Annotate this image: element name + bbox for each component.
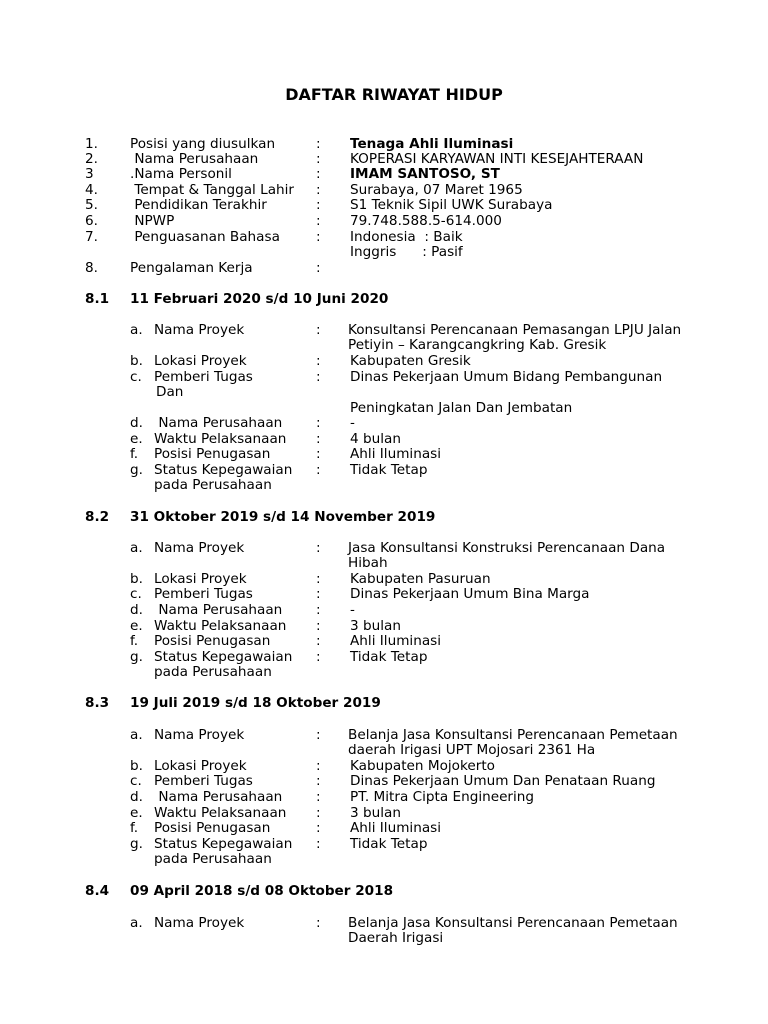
section-number: 8.1 <box>85 291 110 307</box>
item-letter: f. <box>130 446 139 462</box>
item-value-line2: Peningkatan Jalan Dan Jembatan <box>350 400 573 416</box>
document-title: DAFTAR RIWAYAT HIDUP <box>285 85 503 104</box>
item-colon: : <box>316 727 321 743</box>
item-letter: a. <box>130 727 143 743</box>
row-colon: : <box>316 197 321 213</box>
row-label: Posisi yang diusulkan <box>130 136 276 152</box>
item-value: Tidak Tetap <box>350 649 428 665</box>
item-label: Waktu Pelaksanaan <box>154 618 287 634</box>
item-label: Nama Proyek <box>154 540 245 556</box>
item-colon: : <box>316 602 321 618</box>
item-value: Ahli Iluminasi <box>350 820 442 836</box>
item-letter: d. <box>130 789 143 805</box>
row-colon: : <box>316 136 321 152</box>
item-colon: : <box>316 633 321 649</box>
item-letter: b. <box>130 758 143 774</box>
item-value: Jasa Konsultansi Konstruksi Perencanaan Dana <box>348 540 666 556</box>
row-label: NPWP <box>130 213 175 229</box>
section-number: 8.3 <box>85 695 110 711</box>
row-number: 4. <box>85 182 98 198</box>
item-value: Belanja Jasa Konsultansi Perencanaan Pemetaan <box>348 727 678 743</box>
row-colon: : <box>316 213 321 229</box>
row-colon: : <box>316 182 321 198</box>
row-value: S1 Teknik Sipil UWK Surabaya <box>350 197 553 213</box>
item-letter: d. <box>130 602 143 618</box>
item-value: PT. Mitra Cipta Engineering <box>350 789 535 805</box>
section-period: 19 Juli 2019 s/d 18 Oktober 2019 <box>130 695 381 711</box>
row-value: Indonesia : Baik <box>350 229 463 245</box>
item-label-line2: pada Perusahaan <box>154 477 272 493</box>
item-letter: g. <box>130 836 143 852</box>
item-letter: e. <box>130 618 143 634</box>
item-letter: e. <box>130 805 143 821</box>
item-value-line2: Hibah <box>348 555 388 571</box>
item-letter: a. <box>130 322 143 338</box>
item-letter: c. <box>130 586 142 602</box>
item-colon: : <box>316 836 321 852</box>
item-value: Kabupaten Pasuruan <box>350 571 491 587</box>
item-label-line2: Dan <box>156 384 184 400</box>
row-colon: : <box>316 151 321 167</box>
item-label: Lokasi Proyek <box>154 758 247 774</box>
item-colon: : <box>316 915 321 931</box>
item-value: Belanja Jasa Konsultansi Perencanaan Pemetaan <box>348 915 678 931</box>
item-colon: : <box>316 369 321 385</box>
item-value: Dinas Pekerjaan Umum Bidang Pembangunan <box>350 369 663 385</box>
section-number: 8.4 <box>85 883 110 899</box>
item-value: Konsultansi Perencanaan Pemasangan LPJU Jalan <box>348 322 682 338</box>
item-label: Posisi Penugasan <box>154 820 271 836</box>
item-value: 3 bulan <box>350 805 401 821</box>
item-label: Posisi Penugasan <box>154 446 271 462</box>
item-value: 3 bulan <box>350 618 401 634</box>
item-letter: a. <box>130 540 143 556</box>
row-label: Tempat & Tanggal Lahir <box>130 182 295 198</box>
item-label: Status Kepegawaian <box>154 649 293 665</box>
item-letter: g. <box>130 462 143 478</box>
row-number: 8. <box>85 260 98 276</box>
row-value-line2: Inggris : Pasif <box>350 244 463 260</box>
item-value-line2: Daerah Irigasi <box>348 930 444 946</box>
item-letter: a. <box>130 915 143 931</box>
row-value: 79.748.588.5-614.000 <box>350 213 502 229</box>
item-letter: e. <box>130 431 143 447</box>
item-label: Lokasi Proyek <box>154 353 247 369</box>
item-colon: : <box>316 586 321 602</box>
item-colon: : <box>316 571 321 587</box>
item-colon: : <box>316 773 321 789</box>
section-period: 31 Oktober 2019 s/d 14 November 2019 <box>130 509 436 525</box>
row-value: IMAM SANTOSO, ST <box>350 166 500 182</box>
item-label: Status Kepegawaian <box>154 836 293 852</box>
item-colon: : <box>316 649 321 665</box>
item-colon: : <box>316 462 321 478</box>
item-label: Nama Proyek <box>154 727 245 743</box>
row-value: KOPERASI KARYAWAN INTI KESEJAHTERAAN <box>350 151 644 167</box>
item-colon: : <box>316 353 321 369</box>
item-value: - <box>350 602 355 618</box>
item-label: Pemberi Tugas <box>154 586 253 602</box>
item-label: Nama Perusahaan <box>154 415 283 431</box>
section-number: 8.2 <box>85 509 110 525</box>
row-label: Pengalaman Kerja <box>130 260 253 276</box>
item-value-line2: daerah Irigasi UPT Mojosari 2361 Ha <box>348 742 596 758</box>
row-label: Pendidikan Terakhir <box>130 197 267 213</box>
item-letter: c. <box>130 773 142 789</box>
item-value: Kabupaten Gresik <box>350 353 471 369</box>
item-value: Dinas Pekerjaan Umum Bina Marga <box>350 586 590 602</box>
row-label: Nama Perusahaan <box>130 151 259 167</box>
item-letter: f. <box>130 633 139 649</box>
row-colon: : <box>316 229 321 245</box>
item-letter: b. <box>130 571 143 587</box>
item-colon: : <box>316 322 321 338</box>
row-number: 7. <box>85 229 98 245</box>
row-number: 6. <box>85 213 98 229</box>
item-label: Lokasi Proyek <box>154 571 247 587</box>
row-value: Tenaga Ahli Iluminasi <box>350 136 514 152</box>
item-value: Tidak Tetap <box>350 462 428 478</box>
section-period: 09 April 2018 s/d 08 Oktober 2018 <box>130 883 394 899</box>
item-colon: : <box>316 540 321 556</box>
item-letter: b. <box>130 353 143 369</box>
item-letter: f. <box>130 820 139 836</box>
item-label: Waktu Pelaksanaan <box>154 431 287 447</box>
item-label: Nama Perusahaan <box>154 789 283 805</box>
item-value-line2: Petiyin – Karangcangkring Kab. Gresik <box>348 337 607 353</box>
row-value: Surabaya, 07 Maret 1965 <box>350 182 523 198</box>
item-label: Nama Proyek <box>154 915 245 931</box>
item-value: Ahli Iluminasi <box>350 446 442 462</box>
item-label: Nama Perusahaan <box>154 602 283 618</box>
item-letter: d. <box>130 415 143 431</box>
row-number: 2. <box>85 151 98 167</box>
row-number: 5. <box>85 197 98 213</box>
item-colon: : <box>316 446 321 462</box>
item-letter: c. <box>130 369 142 385</box>
item-label-line2: pada Perusahaan <box>154 664 272 680</box>
row-label: .Nama Personil <box>130 166 232 182</box>
row-number: 3 <box>85 166 94 182</box>
row-number: 1. <box>85 136 98 152</box>
row-colon: : <box>316 166 321 182</box>
item-label: Pemberi Tugas <box>154 773 253 789</box>
item-value: Ahli Iluminasi <box>350 633 442 649</box>
item-label: Posisi Penugasan <box>154 633 271 649</box>
row-label: Penguasanan Bahasa <box>130 229 280 245</box>
item-colon: : <box>316 415 321 431</box>
item-colon: : <box>316 618 321 634</box>
item-colon: : <box>316 758 321 774</box>
item-value: Tidak Tetap <box>350 836 428 852</box>
row-colon: : <box>316 260 321 276</box>
item-colon: : <box>316 431 321 447</box>
item-label: Nama Proyek <box>154 322 245 338</box>
item-label-line2: pada Perusahaan <box>154 851 272 867</box>
section-period: 11 Februari 2020 s/d 10 Juni 2020 <box>130 291 389 307</box>
item-colon: : <box>316 820 321 836</box>
item-value: Kabupaten Mojokerto <box>350 758 495 774</box>
item-label: Pemberi Tugas <box>154 369 253 385</box>
item-letter: g. <box>130 649 143 665</box>
item-colon: : <box>316 805 321 821</box>
item-label: Waktu Pelaksanaan <box>154 805 287 821</box>
item-value: 4 bulan <box>350 431 401 447</box>
item-label: Status Kepegawaian <box>154 462 293 478</box>
item-value: Dinas Pekerjaan Umum Dan Penataan Ruang <box>350 773 656 789</box>
item-value: - <box>350 415 355 431</box>
item-colon: : <box>316 789 321 805</box>
